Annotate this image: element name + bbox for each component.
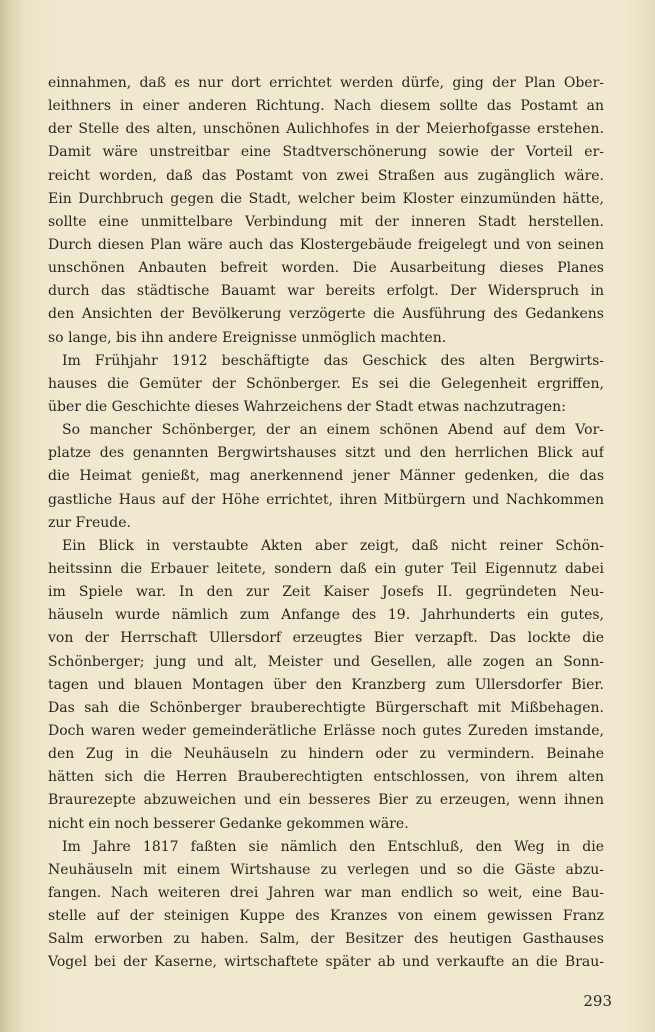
text-line: häuseln wurde nämlich zum Anfange des 19. Jahrhunderts ein gutes, (48, 607, 604, 624)
text-line: hauses die Gemüter der Schönberger. Es sei die Gelegenheit ergriffen, (48, 375, 604, 392)
page-number: 293 (583, 992, 612, 1010)
text-line: platze des genannten Bergwirtshauses sitzt und den herrlichen Blick auf (48, 445, 604, 462)
text-line: die Heimat genießt, mag anerkennend jener Männer gedenken, die das (48, 468, 604, 485)
text-line: stelle auf der steinigen Kuppe des Kranzes von einem gewissen Franz (48, 908, 604, 925)
text-line: durch das städtische Bauamt war bereits erfolgt. Der Widerspruch in (48, 283, 604, 300)
text-line: Vogel bei der Kaserne, wirtschaftete später ab und verkaufte an die Brau- (48, 954, 604, 971)
text-line: leithners in einer anderen Richtung. Nach diesem sollte das Postamt an (48, 98, 604, 115)
text-line: zur Freude. (48, 514, 131, 531)
text-line: einnahmen, daß es nur dort errichtet werden dürfe, ging der Plan Ober- (48, 75, 604, 91)
text-line: im Spiele war. In den zur Zeit Kaiser Josefs II. gegründeten Neu- (48, 584, 604, 601)
text-line: Damit wäre unstreitbar eine Stadtverschönerung sowie der Vorteil er- (48, 144, 604, 161)
text-line: so lange, bis ihn andere Ereignisse unmöglich machten. (48, 329, 447, 346)
text-line: Schönberger; jung und alt, Meister und Gesellen, alle zogen an Sonn- (48, 653, 604, 670)
text-line: über die Geschichte dieses Wahrzeichens der Stadt etwas nachzutragen: (48, 398, 566, 415)
text-line: hätten sich die Herren Brauberechtigten entschlossen, von ihrem alten (48, 769, 604, 786)
text-line: Ein Blick in verstaubte Akten aber zeigt, daß nicht reiner Schön- (62, 537, 604, 554)
text-line: Im Frühjahr 1912 beschäftigte das Geschick des alten Bergwirts- (62, 352, 604, 369)
text-line: Braurezepte abzuweichen und ein besseres Bier zu erzeugen, wenn ihnen (48, 792, 604, 809)
text-line: gastliche Haus auf der Höhe errichtet, ihren Mitbürgern und Nachkommen (48, 491, 604, 508)
text-line: So mancher Schönberger, der an einem schönen Abend auf dem Vor- (62, 422, 604, 439)
text-line: sollte eine unmittelbare Verbindung mit der inneren Stadt herstellen. (48, 213, 604, 230)
text-line: tagen und blauen Montagen über den Kranzberg zum Ullersdorfer Bier. (48, 676, 604, 693)
text-line: nicht ein noch besserer Gedanke gekommen wäre. (48, 815, 409, 832)
text-line: Im Jahre 1817 faßten sie nämlich den Entschluß, den Weg in die (62, 838, 604, 855)
text-line: Neuhäuseln mit einem Wirtshause zu verlegen und so die Gäste abzu- (48, 861, 604, 878)
text-line: Das sah die Schönberger brauberechtigte Bürgerschaft mit Mißbehagen. (48, 699, 604, 716)
text-line: Durch diesen Plan wäre auch das Klostergebäude freigelegt und von seinen (48, 236, 604, 253)
text-line: von der Herrschaft Ullersdorf erzeugtes Bier verzapft. Das lockte die (48, 630, 604, 647)
text-line: Doch waren weder gemeinderätliche Erlässe noch gutes Zureden imstande, (48, 722, 604, 739)
text-line: der Stelle des alten, unschönen Aulichhofes in der Meierhofgasse erstehen. (48, 121, 604, 138)
text-line: den Zug in die Neuhäuseln zu hindern oder zu vermindern. Beinahe (48, 746, 604, 763)
text-line: fangen. Nach weiteren drei Jahren war man endlich so weit, eine Bau- (48, 884, 604, 901)
text-line: unschönen Anbauten befreit worden. Die Ausarbeitung dieses Planes (48, 260, 604, 277)
text-line: Salm erworben zu haben. Salm, der Besitzer des heutigen Gasthauses (48, 931, 604, 948)
text-line: Ein Durchbruch gegen die Stadt, welcher beim Kloster einzumünden hätte, (48, 190, 604, 207)
text-line: heitssinn die Erbauer leitete, sondern daß ein guter Teil Eigennutz dabei (48, 560, 604, 577)
body-text (48, 72, 604, 974)
text-line: den Ansichten der Bevölkerung verzögerte die Ausführung des Gedankens (48, 306, 604, 323)
text-line: reicht worden, daß das Postamt von zwei Straßen aus zugänglich wäre. (48, 167, 604, 184)
